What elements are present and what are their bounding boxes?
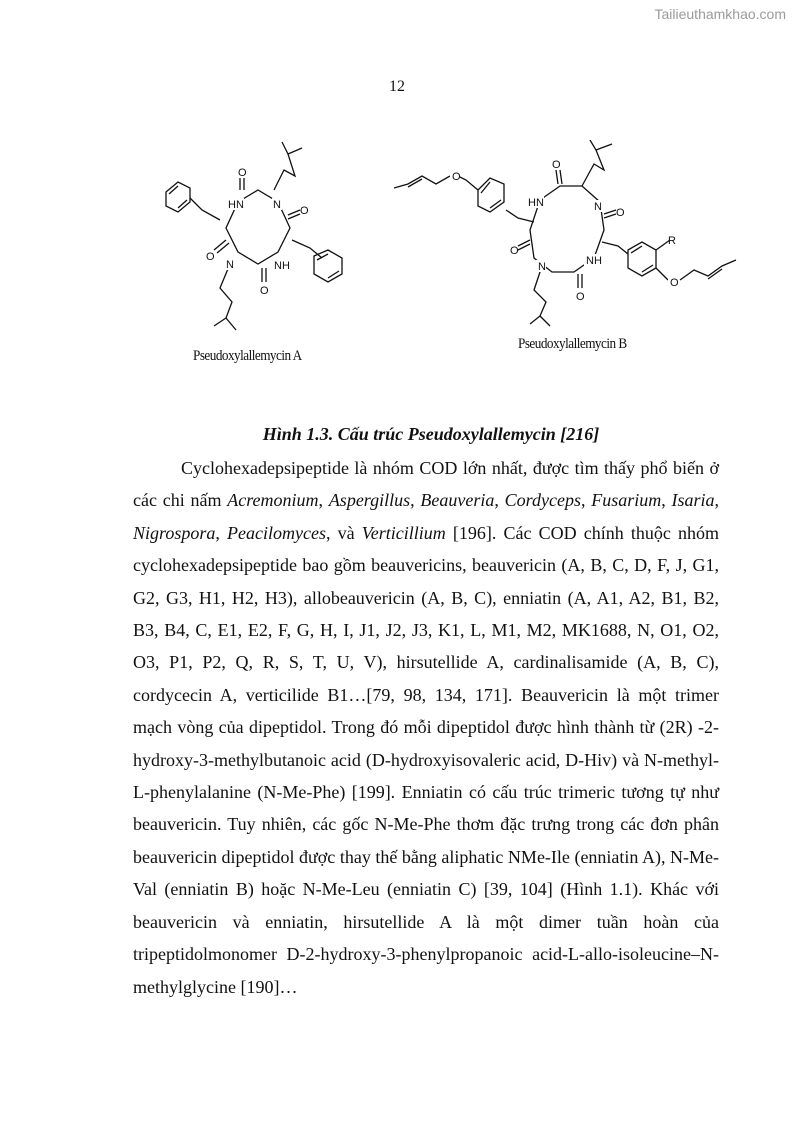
figure-caption: Hình 1.3. Cấu trúc Pseudoxylallemycin [216] — [262, 424, 600, 444]
substituent-r: R — [668, 235, 676, 247]
atom-o: O — [670, 277, 679, 289]
genus: Aspergillus — [328, 490, 411, 511]
structure-pseudoxylallemycin-b — [390, 140, 750, 360]
genus: Fusarium — [591, 490, 662, 511]
atom-n: N — [538, 261, 546, 273]
atom-o: O — [510, 245, 519, 257]
atom-n: N — [273, 199, 281, 211]
genus: Beauveria — [420, 490, 495, 511]
genus: Acremonium — [227, 490, 319, 511]
atom-hn: HN — [228, 199, 244, 211]
structure-pseudoxylallemycin-a — [150, 140, 360, 370]
atom-n: N — [594, 201, 602, 213]
text-run: Cyclohexadepsipeptide là nhóm COD lớn nhất, được tìm thấy phổ biến ở các chi nấm — [133, 458, 719, 511]
benzene-ring — [628, 242, 656, 276]
atom-o: O — [260, 285, 269, 297]
benzene-ring — [314, 250, 342, 282]
genus: Nigrospora — [133, 522, 216, 543]
body-paragraph: Cyclohexadepsipeptide là nhóm COD lớn nhất, được tìm thấy phổ biến ở các chi nấm Acremonium, Aspergillus, Beauveria, Cordyceps, Fusarium, Isaria, Nigrospora, Peacilomyces, và Verticillium [196]. Các COD chính thuộc nhóm cyclohexadepsipeptide bao gồm beauvericins, beauvericin (A, B, C, D, F, J, G1, G2, G3, H1, H2, H3), allobeauvericin (A, B, C), enniatin (A, A1, A2, B1, B2, B3, B4, C, E1, E2, F, G, H, I, J1, J2, J3, K1, L, M1, M2, MK1688, N, O1, O2, O3, P1, P2, Q, R, S, T, U, V), hirsutellide A, cardinalisamide (A, B, C), cordycecin A, verticilide B1…[79, 98, 134, 171]. Beauvericin là một trimer mạch vòng của dipeptidol. Trong đó mỗi dipeptidol được hình thành từ (2R) -2-hydroxy-3-methylbutanoic acid (D-hydroxyisovaleric acid, D-Hiv) và N-methyl-L-phenylalanine (N-Me-Phe) [199]. Enniatin có cấu trúc trimeric tương tự như beauvericin. Tuy nhiên, các gốc N-Me-Phe thơm đặc trưng trong các đơn phân beauvericin dipeptidol được thay thế bằng aliphatic NMe-Ile (enniatin A), N-Me-Val (enniatin B) hoặc N-Me-Leu (enniatin C) [39, 104] (Hình 1.1). Khác với beauvericin và enniatin, hirsutellide A là một dimer tuần hoàn của tripeptidolmonomer D-2-hydroxy-3-phenylpropanoic acid-L-allo-isoleucine–N-methylglycine [190]… — [133, 458, 720, 997]
watermark: Tailieuthamkhao.com — [654, 6, 786, 22]
text-run: và — [337, 522, 355, 543]
genus: Peacilomyces — [227, 522, 326, 543]
atom-o: O — [576, 291, 585, 303]
genus: Cordyceps — [504, 490, 581, 511]
atom-n: N — [226, 259, 234, 271]
atom-hn: HN — [528, 197, 544, 209]
atom-o: O — [300, 205, 309, 217]
atom-o: O — [616, 207, 625, 219]
edge-mark — [742, 162, 746, 168]
figure — [0, 140, 794, 380]
text-run: [196]. Các COD chính thuộc nhóm cyclohexadepsipeptide bao gồm beauvericins, beauvericin (A, B, C, D, F, J, G1, G2, G3, H1, H2, H3), allobeauvericin (A, B, C), enniatin (A, A1, A2, B1, B2, B3, B4, C, E1, E2, F, G, H, I, J1, J2, J3, K1, L, M1, M2, MK1688, N, O1, O2, O3, P1, P2, Q, R, S, T, U, V), hirsutellide A, cardinalisamide (A, B, C), cordycecin A, verticilide B1…[79, 98, 134, 171]. Beauvericin là một trimer mạch vòng của dipeptidol. Trong đó mỗi dipeptidol được hình thành từ (2R) -2-hydroxy-3-methylbutanoic acid (D-hydroxyisovaleric acid, D-Hiv) và N-methyl-L-phenylalanine (N-Me-Phe) [199]. Enniatin có cấu trúc trimeric tương tự như beauvericin. Tuy nhiên, các gốc N-Me-Phe thơm đặc trưng trong các đơn phân beauvericin dipeptidol được thay thế bằng aliphatic NMe-Ile (enniatin A), N-Me-Val (enniatin B) hoặc N-Me-Leu (enniatin C) [39, 104] (Hình 1.1). Khác với beauvericin và enniatin, hirsutellide A là một dimer tuần hoàn của tripeptidolmonomer D-2-hydroxy-3-phenylpropanoic acid-L-allo-isoleucine–N-methylglycine [190]… — [133, 522, 720, 997]
structure-label-b: Pseudoxylallemycin B — [518, 336, 627, 352]
page-number: 12 — [389, 78, 405, 95]
atom-o: O — [206, 251, 215, 263]
atom-nh: NH — [274, 260, 290, 272]
atom-o: O — [238, 167, 247, 179]
atom-nh: NH — [586, 255, 602, 267]
atom-o: O — [552, 159, 561, 171]
atom-o: O — [452, 171, 461, 183]
genus: Isaria — [671, 490, 715, 511]
structure-label-a: Pseudoxylallemycin A — [193, 348, 302, 364]
genus: Verticillium — [361, 522, 446, 543]
